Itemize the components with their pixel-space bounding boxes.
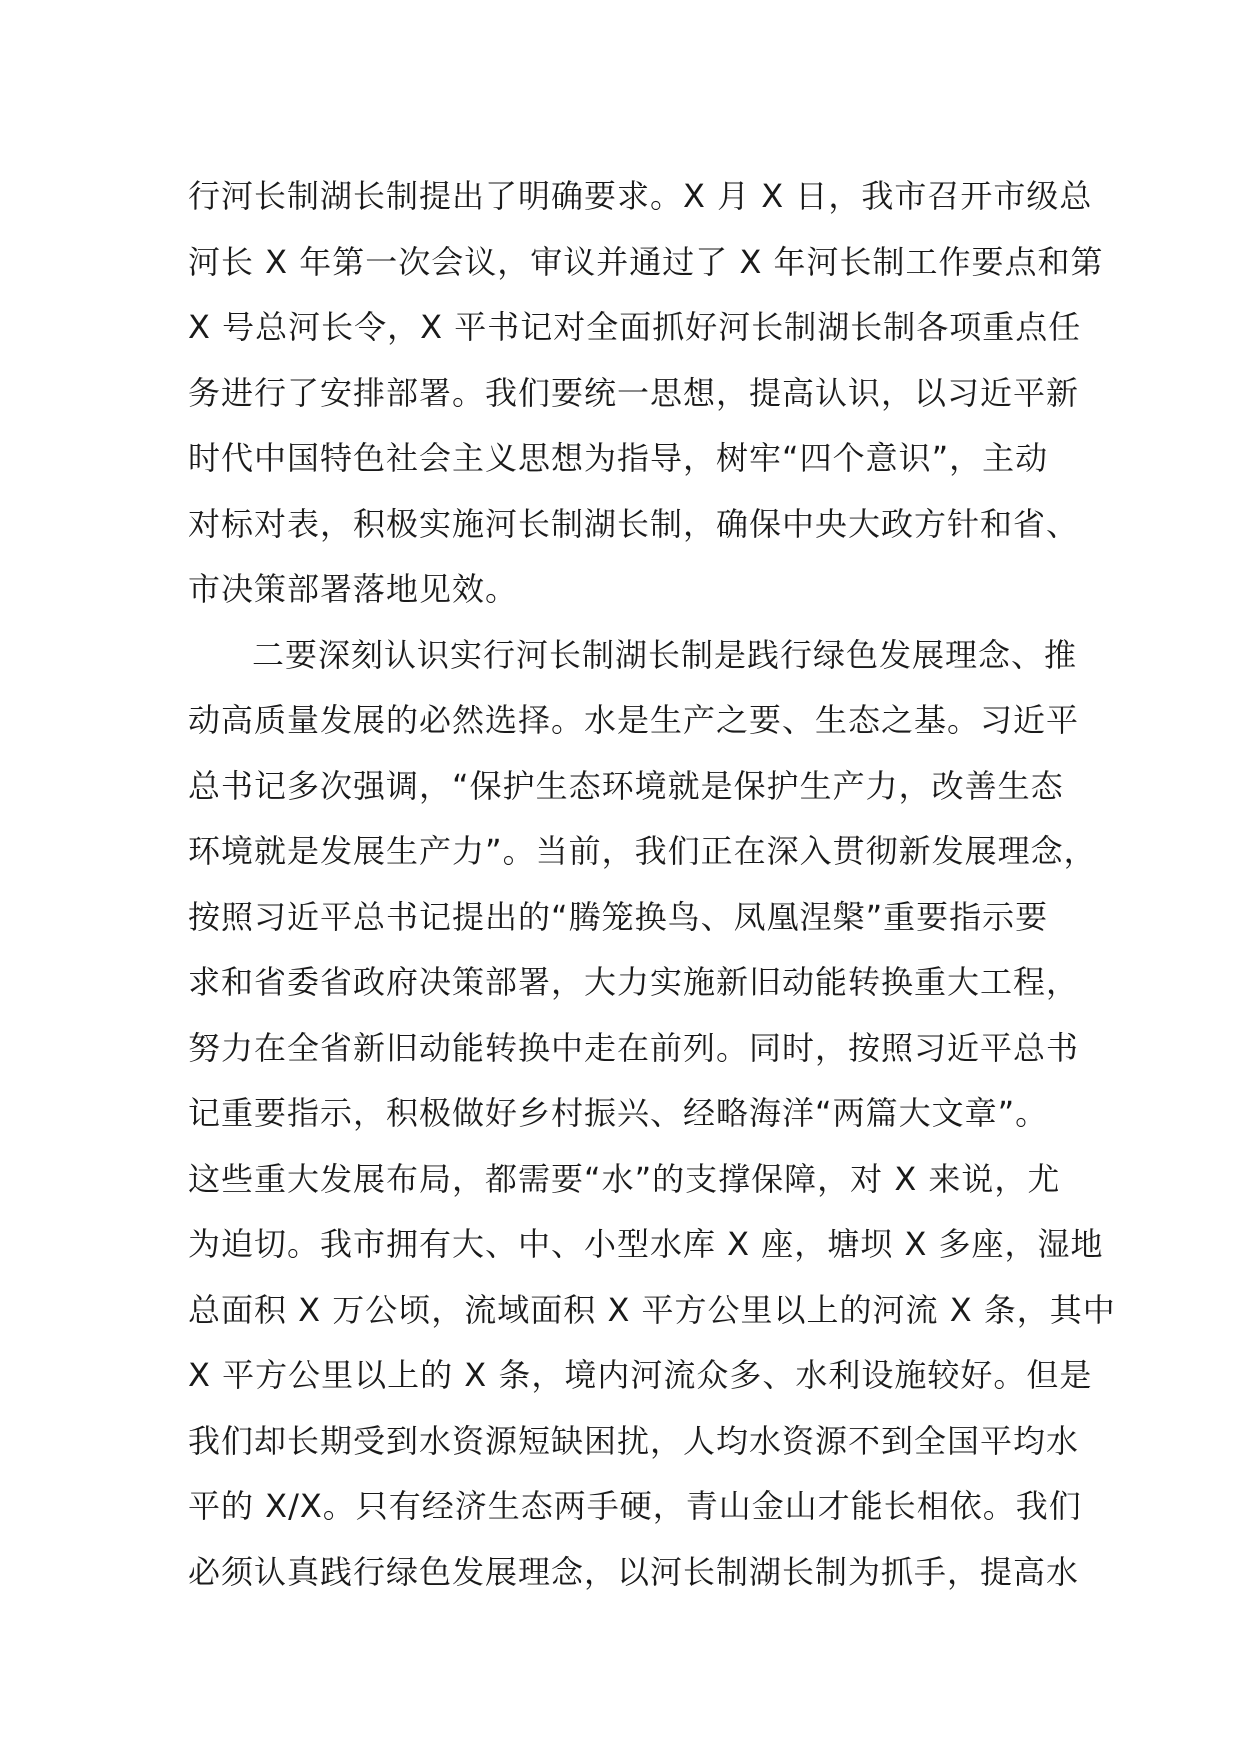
- text-line: 总面积 X 万公顷，流域面积 X 平方公里以上的河流 X 条，其中: [188, 1290, 1116, 1329]
- text-line: 这些重大发展布局，都需要“水”的支撑保障，对 X 来说，尤: [188, 1159, 1061, 1198]
- text-line: 记重要指示，积极做好乡村振兴、经略海洋“两篇大文章”。: [188, 1094, 1049, 1132]
- text-line: 行河长制湖长制提出了明确要求。X 月 X 日，我市召开市级总: [188, 177, 1093, 215]
- body-text: [188, 164, 1116, 1605]
- text-line: 务进行了安排部署。我们要统一思想，提高认识，以习近平新: [188, 373, 1080, 412]
- text-line: 平的 X/X。只有经济生态两手硬，青山金山才能长相依。我们: [188, 1487, 1082, 1525]
- text-line: 时代中国特色社会主义思想为指导，树牢“四个意识”，主动: [188, 439, 1049, 477]
- text-line: 市决策部署落地见效。: [188, 570, 519, 608]
- text-line: 按照习近平总书记提出的“腾笼换鸟、凤凰涅槃”重要指示要: [188, 897, 1049, 936]
- text-line: 动高质量发展的必然选择。水是生产之要、生态之基。习近平: [188, 701, 1080, 739]
- text-line: 必须认真践行绿色发展理念，以河长制湖长制为抓手，提高水: [188, 1552, 1080, 1591]
- text-line: 求和省委省政府决策部署，大力实施新旧动能转换重大工程，: [188, 963, 1080, 1001]
- paragraph-start-line: 二要深刻认识实行河长制湖长制是践行绿色发展理念、推: [252, 635, 1078, 674]
- text-line: 为迫切。我市拥有大、中、小型水库 X 座，塘坝 X 多座，湿地: [188, 1225, 1104, 1263]
- text-line: 环境就是发展生产力”。当前，我们正在深入贯彻新发展理念，: [188, 832, 1097, 870]
- text-line: 努力在全省新旧动能转换中走在前列。同时，按照习近平总书: [188, 1028, 1080, 1067]
- text-line: 河长 X 年第一次会议，审议并通过了 X 年河长制工作要点和第: [188, 242, 1104, 281]
- text-line: 我们却长期受到水资源短缺困扰，人均水资源不到全国平均水: [188, 1421, 1080, 1460]
- text-line: 总书记多次强调，“保护生态环境就是保护生产力，改善生态: [188, 766, 1064, 805]
- text-line: X 号总河长令，X 平书记对全面抓好河长制湖长制各项重点任: [188, 308, 1082, 346]
- text-line: 对标对表，积极实施河长制湖长制，确保中央大政方针和省、: [188, 504, 1080, 543]
- text-line: X 平方公里以上的 X 条，境内河流众多、水利设施较好。但是: [188, 1356, 1093, 1394]
